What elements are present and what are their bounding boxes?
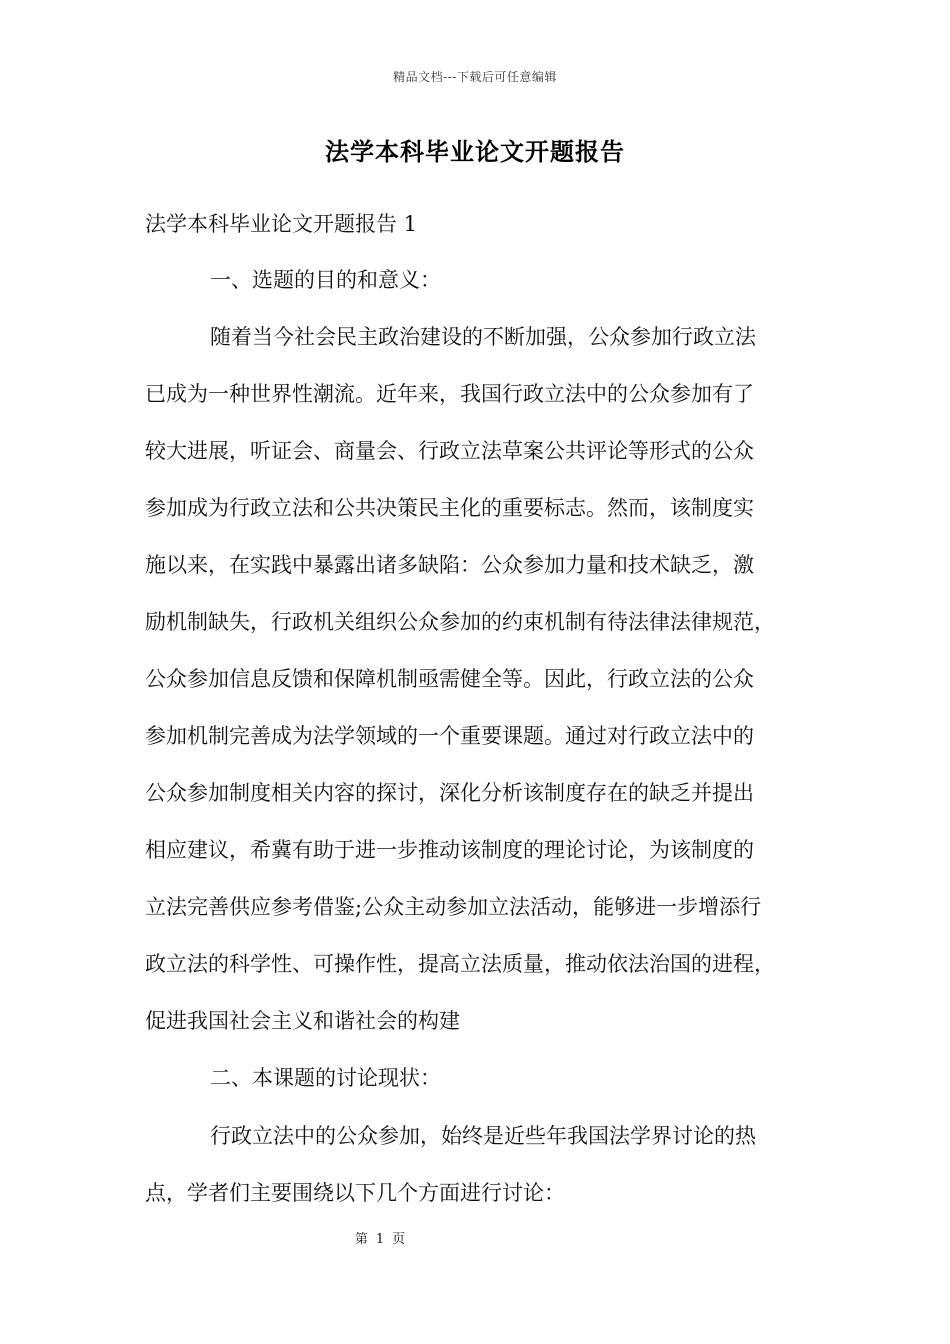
footer-suffix: 页 [392, 1232, 406, 1247]
paragraph-line: 施以来，在实践中暴露出诸多缺陷：公众参加力量和技术缺乏，激 [145, 553, 754, 577]
paragraph-line: 公众参加制度相关内容的探讨，深化分析该制度存在的缺乏并提出 [145, 781, 754, 805]
section-heading-purpose: 一、选题的目的和意义： [210, 268, 441, 292]
paragraph-line: 相应建议，希冀有助于进一步推动该制度的理论讨论，为该制度的 [145, 838, 754, 862]
report-subtitle: 法学本科毕业论文开题报告 1 [145, 212, 418, 236]
paragraph-line: 励机制缺失，行政机关组织公众参加的约束机制有待法律法律规范， [145, 610, 775, 634]
page-footer [0, 1228, 760, 1247]
paragraph-line: 行政立法中的公众参加，始终是近些年我国法学界讨论的热 [210, 1124, 756, 1148]
document-title: 法学本科毕业论文开题报告 [325, 137, 625, 166]
paragraph-line: 随着当今社会民主政治建设的不断加强，公众参加行政立法 [210, 325, 756, 349]
paragraph-line: 促进我国社会主义和谐社会的构建 [145, 1009, 460, 1033]
paragraph-line: 参加成为行政立法和公共决策民主化的重要标志。然而，该制度实 [145, 496, 754, 520]
footer-prefix: 第 [354, 1232, 368, 1247]
paragraph-line: 点，学者们主要围绕以下几个方面进行讨论： [145, 1181, 565, 1205]
page-number: 1 [375, 1232, 385, 1247]
paragraph-line: 参加机制完善成为法学领域的一个重要课题。通过对行政立法中的 [145, 724, 754, 748]
paragraph-line: 政立法的科学性、可操作性，提高立法质量，推动依法治国的进程， [145, 952, 775, 976]
paragraph-line: 较大进展，听证会、商量会、行政立法草案公共评论等形式的公众 [145, 439, 754, 463]
header-note: 精品文档---下载后可任意编辑 [393, 70, 557, 84]
paragraph-line: 立法完善供应参考借鉴;公众主动参加立法活动，能够进一步增添行 [145, 895, 762, 919]
section-heading-status: 二、本课题的讨论现状： [210, 1066, 441, 1090]
paragraph-line: 公众参加信息反馈和保障机制亟需健全等。因此，行政立法的公众 [145, 667, 754, 691]
paragraph-line: 已成为一种世界性潮流。近年来，我国行政立法中的公众参加有了 [145, 382, 754, 406]
